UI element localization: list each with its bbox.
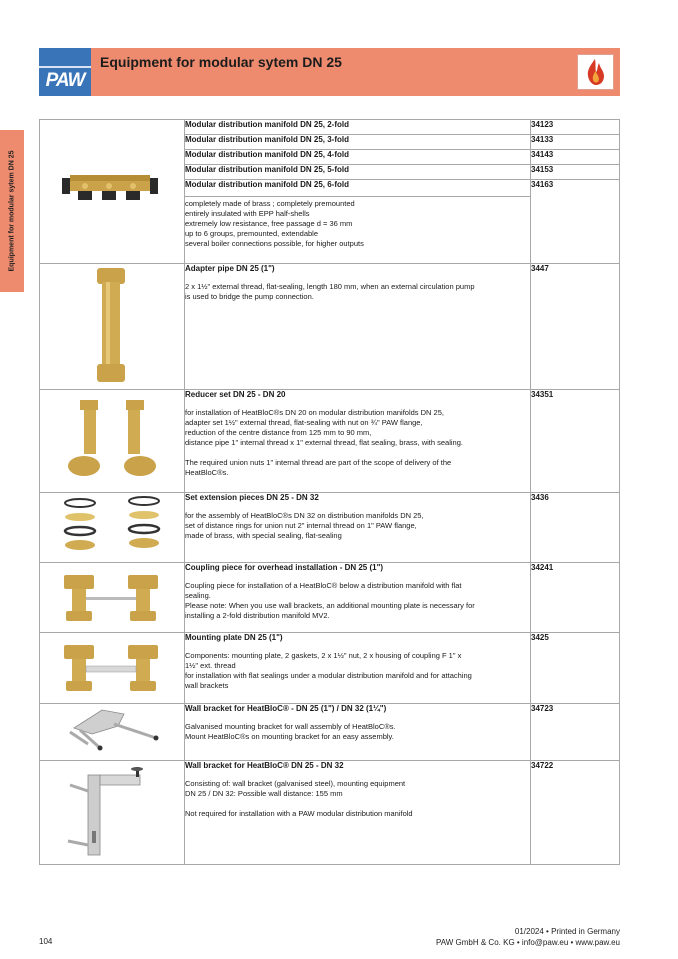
text-line: extremely low resistance, free passage d = 36 mm <box>185 219 353 228</box>
text-line <box>185 799 530 809</box>
text-line: for installation with flat sealings under a modular distribution manifold and for attaching <box>185 671 472 680</box>
text-line: reduction of the centre distance from 125 mm to 90 mm, <box>185 428 372 437</box>
reducer-set-image <box>40 390 184 491</box>
reducer-set-title: Reducer set DN 25 - DN 20 <box>185 390 286 399</box>
text-line: sealing. <box>185 591 211 600</box>
wall-bracket-dn32-image-cell <box>40 761 185 865</box>
extension-pieces-image <box>40 493 184 561</box>
wall-bracket-image <box>40 704 184 759</box>
reducer-set-image-cell <box>40 390 185 493</box>
text-line: wall brackets <box>185 681 229 690</box>
adapter-pipe-image <box>40 264 184 388</box>
side-section-tab <box>0 130 24 292</box>
adapter-pipe-title: Adapter pipe DN 25 (1") <box>185 264 275 273</box>
text-line: several boiler connections possible, for higher outputs <box>185 239 364 248</box>
text-line: adapter set 1½" external thread, flat-sealing with nut on ¾" PAW flange, <box>185 418 423 427</box>
manifold-5fold-number: 34153 <box>531 165 620 180</box>
manifold-image <box>40 120 184 263</box>
footer-info <box>436 926 620 948</box>
text-line: set of distance rings for union nut 2" internal thread on 1" PAW flange, <box>185 521 417 530</box>
product-table <box>39 119 620 865</box>
text-line: up to 6 groups, premounted, extendable <box>185 229 319 238</box>
footer-company: PAW GmbH & Co. KG • info@paw.eu • www.paw.eu <box>435 938 620 947</box>
manifold-2fold-name: Modular distribution manifold DN 25, 2-fold <box>185 120 531 135</box>
text-line: Components: mounting plate, 2 gaskets, 2 x 1½" nut, 2 x housing of coupling F 1" x <box>185 651 462 660</box>
extension-pieces-description <box>185 493 531 563</box>
side-tab-label: Equipment for modular sytem DN 25 <box>8 150 16 272</box>
mounting-plate-image-cell <box>40 633 185 704</box>
manifold-description <box>185 197 531 264</box>
coupling-piece-image-cell <box>40 563 185 633</box>
text-line: Galvanised mounting bracket for wall assembly of HeatBloC®s. <box>185 722 396 731</box>
wall-bracket-description <box>185 704 531 761</box>
manifold-2fold-number: 34123 <box>531 120 620 135</box>
text-line <box>185 448 530 458</box>
text-line: Coupling piece for installation of a HeatBloC® below a distribution manifold with flat <box>185 581 462 590</box>
adapter-pipe-image-cell <box>40 264 185 390</box>
table-row <box>40 120 620 135</box>
reducer-set-number: 34351 <box>531 390 620 493</box>
text-line: entirely insulated with EPP half-shells <box>185 209 310 218</box>
footer-date: 01/2024 • Printed in Germany <box>514 927 620 936</box>
manifold-3fold-number: 34133 <box>531 135 620 150</box>
text-line: Please note: When you use wall brackets, an additional mounting plate is necessary for <box>185 601 475 610</box>
text-line: Mount HeatBloC®s on mounting bracket for an easy assembly. <box>185 732 394 741</box>
mounting-plate-image <box>40 633 184 702</box>
table-row <box>40 761 620 865</box>
manifold-4fold-name: Modular distribution manifold DN 25, 4-fold <box>185 150 531 165</box>
table-row <box>40 563 620 633</box>
logo-stripe <box>39 66 91 68</box>
manifold-5fold-name: Modular distribution manifold DN 25, 5-fold <box>185 165 531 180</box>
table-row <box>40 704 620 761</box>
table-row <box>40 264 620 390</box>
wall-bracket-dn32-image <box>40 761 184 863</box>
adapter-pipe-number: 3447 <box>531 264 620 390</box>
adapter-pipe-description <box>185 264 531 390</box>
wall-bracket-title: Wall bracket for HeatBloC® - DN 25 (1") / DN 32 (1¼") <box>185 704 387 713</box>
text-line: distance pipe 1" internal thread x 1" external thread, flat sealing, brass, with sealing. <box>185 438 463 447</box>
wall-bracket-dn32-number: 34722 <box>531 761 620 865</box>
manifold-image-cell <box>40 120 185 264</box>
text-line: completely made of brass ; completely premounted <box>185 199 355 208</box>
table-row <box>40 390 620 493</box>
wall-bracket-number: 34723 <box>531 704 620 761</box>
mounting-plate-title: Mounting plate DN 25 (1") <box>185 633 283 642</box>
manifold-6fold-name: Modular distribution manifold DN 25, 6-fold <box>185 180 531 197</box>
header-banner <box>91 48 620 96</box>
text-line: 2 x 1½" external thread, flat-sealing, length 180 mm, when an external circulation pump <box>185 282 475 291</box>
manifold-3fold-name: Modular distribution manifold DN 25, 3-fold <box>185 135 531 150</box>
text-line: made of brass, with special sealing, flat-sealing <box>185 531 342 540</box>
reducer-set-description <box>185 390 531 493</box>
text-line: The required union nuts 1" internal thread are part of the scope of delivery of the <box>185 458 452 467</box>
table-row <box>40 493 620 563</box>
coupling-piece-description <box>185 563 531 633</box>
text-line: for the assembly of HeatBloC®s DN 32 on distribution manifolds DN 25, <box>185 511 424 520</box>
mounting-plate-description <box>185 633 531 704</box>
manifold-4fold-number: 34143 <box>531 150 620 165</box>
coupling-piece-number: 34241 <box>531 563 620 633</box>
wall-bracket-dn32-title: Wall bracket for HeatBloC® DN 25 - DN 32 <box>185 761 344 770</box>
wall-bracket-image-cell <box>40 704 185 761</box>
extension-pieces-number: 3436 <box>531 493 620 563</box>
text-line: DN 25 / DN 32: Possible wall distance: 155 mm <box>185 789 343 798</box>
table-row <box>40 633 620 704</box>
coupling-piece-image <box>40 563 184 631</box>
text-line: is used to bridge the pump connection. <box>185 292 314 301</box>
text-line: Not required for installation with a PAW modular distribution manifold <box>185 809 413 818</box>
text-line: Consisting of: wall bracket (galvanised steel), mounting equipment <box>185 779 406 788</box>
extension-pieces-image-cell <box>40 493 185 563</box>
extension-pieces-title: Set extension pieces DN 25 - DN 32 <box>185 493 319 502</box>
text-line: installing a 2-fold distribution manifold MV2. <box>185 611 330 620</box>
paw-logo <box>39 48 91 96</box>
page-number: 104 <box>39 937 53 946</box>
page-title: Equipment for modular sytem DN 25 <box>100 54 342 70</box>
text-line: for installation of HeatBloC®s DN 20 on modular distribution manifolds DN 25, <box>185 408 444 417</box>
mounting-plate-number: 3425 <box>531 633 620 704</box>
coupling-piece-title: Coupling piece for overhead installation - DN 25 (1") <box>185 563 384 572</box>
logo-text: PAW <box>45 70 85 91</box>
text-line: 1½" ext. thread <box>185 661 236 670</box>
wall-bracket-dn32-description <box>185 761 531 865</box>
manifold-6fold-number: 34163 <box>531 180 620 264</box>
text-line: HeatBloC®s. <box>185 468 229 477</box>
flame-icon <box>577 54 614 90</box>
